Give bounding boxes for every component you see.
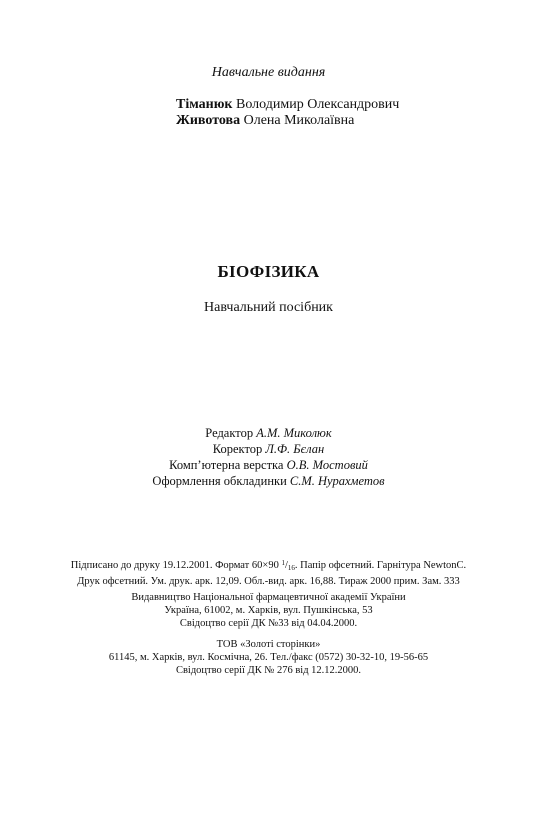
credit-proofreader [0, 441, 537, 457]
author-1-given-name: Володимир Олександрович [236, 97, 400, 112]
print-info-signed: Підписано до друку 19.12.2001. Формат 60 [70, 560, 263, 571]
book-title: БІОФІЗИКА [217, 262, 320, 281]
format-fraction-slash: / [284, 560, 288, 571]
format-times-sign: × [262, 560, 269, 571]
credit-person: О.В. Мостовий [286, 458, 368, 472]
publisher-name: Видавництво Національної фармацевтичної академії України [131, 592, 406, 603]
print-info [0, 557, 537, 588]
author-2-given-name: Олена Миколаївна [243, 113, 355, 128]
publisher-info [0, 591, 537, 630]
printer-info [0, 638, 537, 677]
credit-role: Коректор [212, 442, 263, 456]
format-fraction-numerator: 1 [281, 559, 285, 567]
credit-person: Л.Ф. Бєлан [265, 442, 325, 456]
credit-editor [0, 425, 537, 441]
credit-person: С.М. Нурахметов [289, 474, 385, 488]
print-info-paper: . Папір офсетний. Гарнітура NewtonC. [294, 560, 467, 571]
credits-block [0, 425, 537, 489]
format-fraction-denominator: 16 [287, 564, 295, 572]
author-2-surname: Животова [176, 113, 241, 128]
credit-person: А.М. Миколюк [256, 426, 332, 440]
credit-cover-design [0, 473, 537, 489]
credit-layout [0, 457, 537, 473]
credit-role: Оформлення обкладинки [152, 474, 287, 488]
credit-role: Редактор [205, 426, 254, 440]
series-label: Навчальне видання [211, 65, 326, 80]
printer-certificate: Свідоцтво серії ДК № 276 від 12.12.2000. [175, 665, 362, 676]
publisher-address: Україна, 61002, м. Харків, вул. Пушкінська, 53 [164, 605, 373, 616]
print-info-line-2: Друк офсетний. Ум. друк. арк. 12,09. Обл.-вид. арк. 16,88. Тираж 2000 прим. Зам. 333 [77, 576, 460, 587]
printer-name: ТОВ «Золоті сторінки» [216, 639, 321, 650]
printer-address: 61145, м. Харків, вул. Космічна, 26. Тел./факс (0572) 30-32-10, 19-56-65 [108, 652, 429, 663]
author-2 [176, 113, 354, 129]
print-info-line-1 [0, 557, 537, 575]
author-1-surname: Тіманюк [176, 97, 233, 112]
format-height: 90 [268, 560, 279, 571]
publisher-certificate: Свідоцтво серії ДК №33 від 04.04.2000. [179, 618, 358, 629]
book-subtitle: Навчальний посібник [204, 300, 333, 315]
credit-role: Комп’ютерна верстка [169, 458, 284, 472]
author-1 [176, 97, 399, 113]
